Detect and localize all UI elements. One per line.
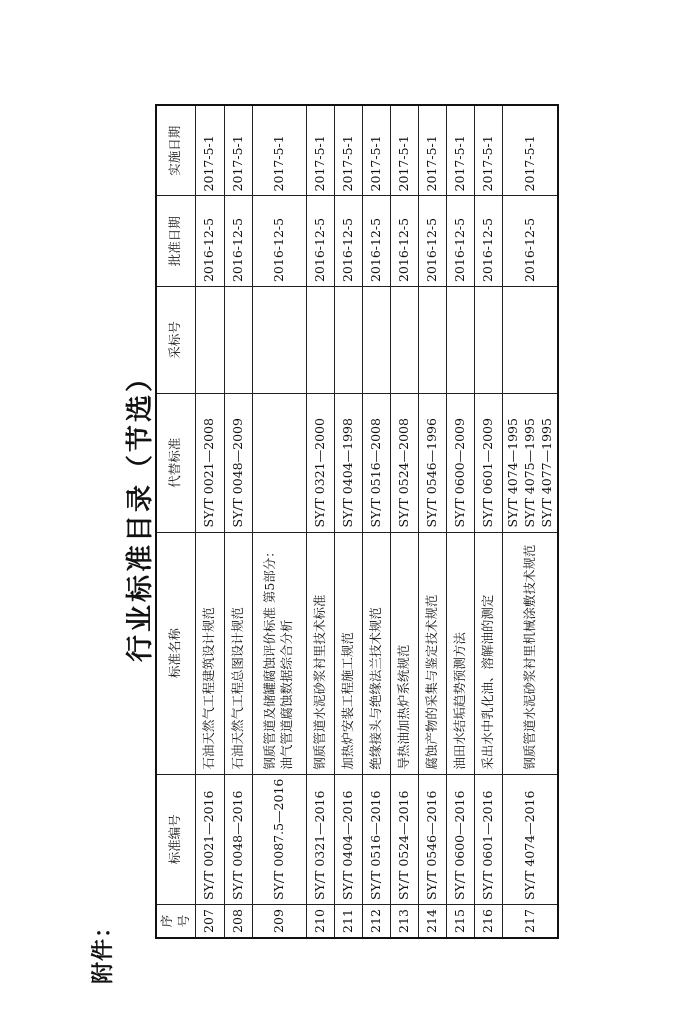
replaces-line: SY/T 4077—1995 — [538, 418, 554, 528]
cell-standard-code: SY/T 0546—2016 — [418, 774, 446, 904]
cell-standard-code: SY/T 0087.5—2016 — [252, 774, 306, 904]
cell-effective-date: 2017-5-1 — [446, 105, 474, 196]
cell-adopted — [252, 287, 306, 394]
col-header-no: 序号 — [156, 905, 195, 938]
cell-effective-date: 2017-5-1 — [362, 105, 390, 196]
cell-standard-name: 导热油加热炉系统规范 — [390, 532, 418, 774]
cell-standard-name: 石油天然气工程总图设计规范 — [224, 532, 252, 774]
cell-adopted — [502, 287, 558, 394]
cell-approved-date: 2016-12-5 — [224, 196, 252, 287]
cell-number: 211 — [334, 905, 362, 938]
cell-standard-code: SY/T 0404—2016 — [334, 774, 362, 904]
cell-approved-date: 2016-12-5 — [195, 196, 224, 287]
replaces-line: SY/T 4075—1995 — [521, 418, 537, 528]
cell-replaces: SY/T 0516—2008 — [362, 394, 390, 533]
table-row — [334, 105, 362, 938]
cell-number: 217 — [502, 905, 558, 938]
cell-approved-date: 2016-12-5 — [362, 196, 390, 287]
cell-number: 210 — [306, 905, 334, 938]
col-header-name: 标准名称 — [156, 532, 195, 774]
table-header-row — [156, 105, 195, 938]
col-header-replaces: 代替标准 — [156, 394, 195, 533]
cell-adopted — [334, 287, 362, 394]
standards-table — [155, 104, 559, 939]
cell-adopted — [195, 287, 224, 394]
col-header-approved: 批准日期 — [156, 196, 195, 287]
cell-effective-date: 2017-5-1 — [502, 105, 558, 196]
cell-effective-date: 2017-5-1 — [334, 105, 362, 196]
table-row — [446, 105, 474, 938]
cell-approved-date: 2016-12-5 — [474, 196, 502, 287]
cell-replaces: SY/T 0600—2009 — [446, 394, 474, 533]
cell-number: 213 — [390, 905, 418, 938]
cell-approved-date: 2016-12-5 — [306, 196, 334, 287]
cell-adopted — [474, 287, 502, 394]
cell-standard-code: SY/T 0021—2016 — [195, 774, 224, 904]
cell-approved-date: 2016-12-5 — [390, 196, 418, 287]
table-row — [252, 105, 306, 938]
cell-standard-name: 钢质管道及储罐腐蚀评价标准 第5部分：油气管道腐蚀数据综合分析 — [252, 532, 306, 774]
cell-standard-name: 钢质管道水泥砂浆衬里技术标准 — [306, 532, 334, 774]
cell-standard-code: SY/T 0048—2016 — [224, 774, 252, 904]
cell-number: 216 — [474, 905, 502, 938]
cell-approved-date: 2016-12-5 — [334, 196, 362, 287]
cell-standard-name: 腐蚀产物的采集与鉴定技术规范 — [418, 532, 446, 774]
cell-number: 214 — [418, 905, 446, 938]
table-row — [502, 105, 558, 938]
cell-approved-date: 2016-12-5 — [418, 196, 446, 287]
cell-approved-date: 2016-12-5 — [446, 196, 474, 287]
cell-effective-date: 2017-5-1 — [224, 105, 252, 196]
cell-approved-date: 2016-12-5 — [252, 196, 306, 287]
cell-approved-date: 2016-12-5 — [502, 196, 558, 287]
cell-standard-code: SY/T 0524—2016 — [390, 774, 418, 904]
attachment-label: 附件： — [91, 914, 116, 984]
cell-replaces — [252, 394, 306, 533]
cell-number: 209 — [252, 905, 306, 938]
cell-effective-date: 2017-5-1 — [390, 105, 418, 196]
page-title: 行业标准目录（节选） — [125, 362, 156, 662]
cell-effective-date: 2017-5-1 — [252, 105, 306, 196]
cell-number: 208 — [224, 905, 252, 938]
cell-effective-date: 2017-5-1 — [474, 105, 502, 196]
cell-standard-name: 油田水结垢趋势预测方法 — [446, 532, 474, 774]
cell-effective-date: 2017-5-1 — [418, 105, 446, 196]
cell-effective-date: 2017-5-1 — [306, 105, 334, 196]
col-header-code: 标准编号 — [156, 774, 195, 904]
cell-standard-code: SY/T 0601—2016 — [474, 774, 502, 904]
replaces-line: SY/T 4074—1995 — [504, 418, 520, 528]
cell-standard-name: 加热炉安装工程施工规范 — [334, 532, 362, 774]
col-header-effective: 实施日期 — [156, 105, 195, 196]
cell-adopted — [306, 287, 334, 394]
cell-replaces: SY/T 0021—2008 — [195, 394, 224, 533]
table-body — [195, 105, 558, 938]
cell-adopted — [390, 287, 418, 394]
table-row — [195, 105, 224, 938]
cell-standard-code: SY/T 0321—2016 — [306, 774, 334, 904]
table-row — [362, 105, 390, 938]
table-row — [390, 105, 418, 938]
cell-standard-code: SY/T 0600—2016 — [446, 774, 474, 904]
cell-replaces — [502, 394, 558, 533]
col-header-adopted: 采标号 — [156, 287, 195, 394]
cell-adopted — [446, 287, 474, 394]
cell-effective-date: 2017-5-1 — [195, 105, 224, 196]
table-row — [224, 105, 252, 938]
cell-adopted — [362, 287, 390, 394]
cell-standard-code: SY/T 0516—2016 — [362, 774, 390, 904]
cell-adopted — [224, 287, 252, 394]
cell-replaces: SY/T 0601—2009 — [474, 394, 502, 533]
table-row — [306, 105, 334, 938]
cell-replaces: SY/T 0048—2009 — [224, 394, 252, 533]
table-row — [418, 105, 446, 938]
cell-number: 207 — [195, 905, 224, 938]
cell-standard-name: 绝缘接头与绝缘法兰技术规范 — [362, 532, 390, 774]
cell-standard-code: SY/T 4074—2016 — [502, 774, 558, 904]
cell-replaces: SY/T 0546—1996 — [418, 394, 446, 533]
cell-standard-name: 石油天然气工程建筑设计规范 — [195, 532, 224, 774]
cell-standard-name: 钢质管道水泥砂浆衬里机械涂敷技术规范 — [502, 532, 558, 774]
cell-replaces: SY/T 0404—1998 — [334, 394, 362, 533]
cell-adopted — [418, 287, 446, 394]
cell-number: 215 — [446, 905, 474, 938]
cell-standard-name: 采出水中乳化油、溶解油的测定 — [474, 532, 502, 774]
cell-replaces: SY/T 0524—2008 — [390, 394, 418, 533]
cell-number: 212 — [362, 905, 390, 938]
cell-replaces: SY/T 0321—2000 — [306, 394, 334, 533]
table-row — [474, 105, 502, 938]
